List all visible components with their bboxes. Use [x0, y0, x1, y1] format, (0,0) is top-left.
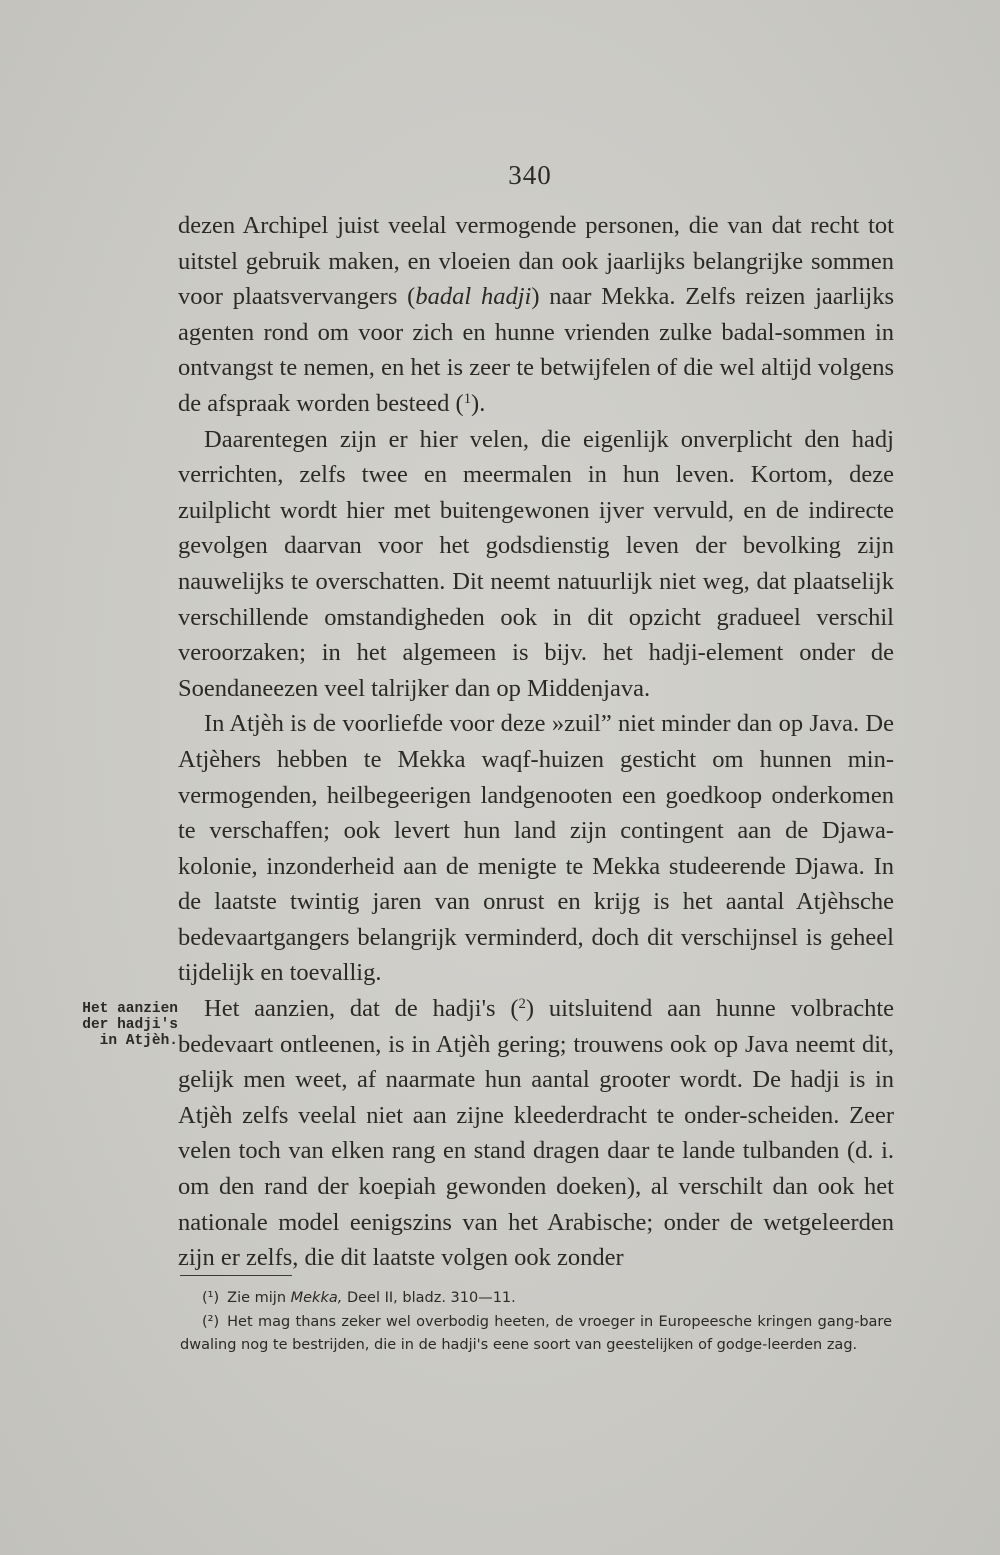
italic-text: Mekka, [290, 1290, 343, 1306]
footnote-reference: 1 [463, 390, 472, 407]
footnote [180, 1311, 892, 1358]
footnote-marker: (¹) [202, 1290, 220, 1306]
text-run: dezen Archipel juist veelal vermogende personen, die van dat recht tot uitstel gebruik maken, en vloeien dan ook jaarlijks belangrijke sommen voor plaatsvervangers ( [178, 212, 894, 311]
text-run: In Atjèh is de voorliefde voor deze »zuil” niet minder dan op Java. De Atjèhers hebben te Mekka waqf-huizen gesticht om hunnen min-vermogenden, heilbegeerigen landgenooten een goedkoop onderkomen te verschaffen; ook levert hun land zijn contingent aan de Djawa-kolonie, inzonderheid aan de menigte te Mekka studeerende Djawa. In de laatste twintig jaren van onrust en krijg is het aantal Atjèhsche bedevaartgangers belangrijk verminderd, doch dit verschijnsel is geheel tijdelijk en toevallig. [178, 710, 894, 987]
footnote-reference: 2 [518, 995, 526, 1012]
text-run: Deel II, bladz. 310—11. [342, 1290, 516, 1306]
body-text [178, 208, 894, 1276]
marginal-note [50, 1001, 178, 1049]
page-number: 340 [508, 160, 552, 190]
italic-text: badal hadji [415, 283, 532, 311]
text-run: ). [471, 389, 486, 417]
footnote-divider [180, 1275, 292, 1276]
paragraph [178, 422, 894, 707]
text-run: ) uitsluitend aan hunne volbrachte bedevaart ontleenen, is in Atjèh gering; trouwens ook op Java neemt dit, gelijk men weet, af naarmate hun aantal grooter wordt. De hadji is in Atjèh zelfs veelal niet aan zijne kleederdracht te onder-scheiden. Zeer velen toch van elken rang en stand dragen daar te lande tulbanden (d. i. om den rand der koepiah gewonden doeken), al verschilt dan ook het nationale model eenigszins van het Arabische; onder de wetgeleerden zijn er zelfs, die dit laatste volgen ook zonder [178, 995, 894, 1272]
paragraph [178, 991, 894, 1276]
text-run: ) naar Mekka. Zelfs reizen jaarlijks agenten rond om voor zich en hunne vrienden zulke badal-sommen in ontvangst te nemen, en het is zeer te betwijfelen of die wel altijd volgens de afspraak worden besteed ( [178, 283, 894, 417]
marginal-note-line: der hadji's [82, 1017, 178, 1033]
text-run: Het mag thans zeker wel overbodig heeten, de vroeger in Europeesche kringen gang-bare dwaling nog te bestrijden, die in de hadji's eene soort van geestelijken of godge-leerden zag. [180, 1313, 892, 1353]
paragraph [178, 706, 894, 991]
text-run: Daarentegen zijn er hier velen, die eigenlijk onverplicht den hadj verrichten, zelfs twee en meermalen in hun leven. Kortom, deze zuilplicht wordt hier met buitengewonen ijver vervuld, en de indirecte gevolgen daarvan voor het godsdienstig leven der bevolking zijn nauwelijks te overschatten. Dit neemt natuurlijk niet weg, dat plaatselijk verschillende omstandigheden ook in dit opzicht gradueel verschil veroorzaken; in het algemeen is bijv. het hadji-element onder de Soendaneezen veel talrijker dan op Middenjava. [178, 425, 894, 702]
marginal-note-line: in Atjèh. [99, 1033, 178, 1049]
marginal-note-line: Het aanzien [82, 1001, 178, 1017]
footnotes [180, 1287, 892, 1358]
footnote-marker: (²) [202, 1313, 220, 1330]
paragraph [178, 208, 894, 422]
footnote [180, 1287, 892, 1311]
text-run: Het aanzien, dat de hadji's ( [204, 995, 519, 1023]
text-run: Zie mijn [227, 1290, 291, 1306]
